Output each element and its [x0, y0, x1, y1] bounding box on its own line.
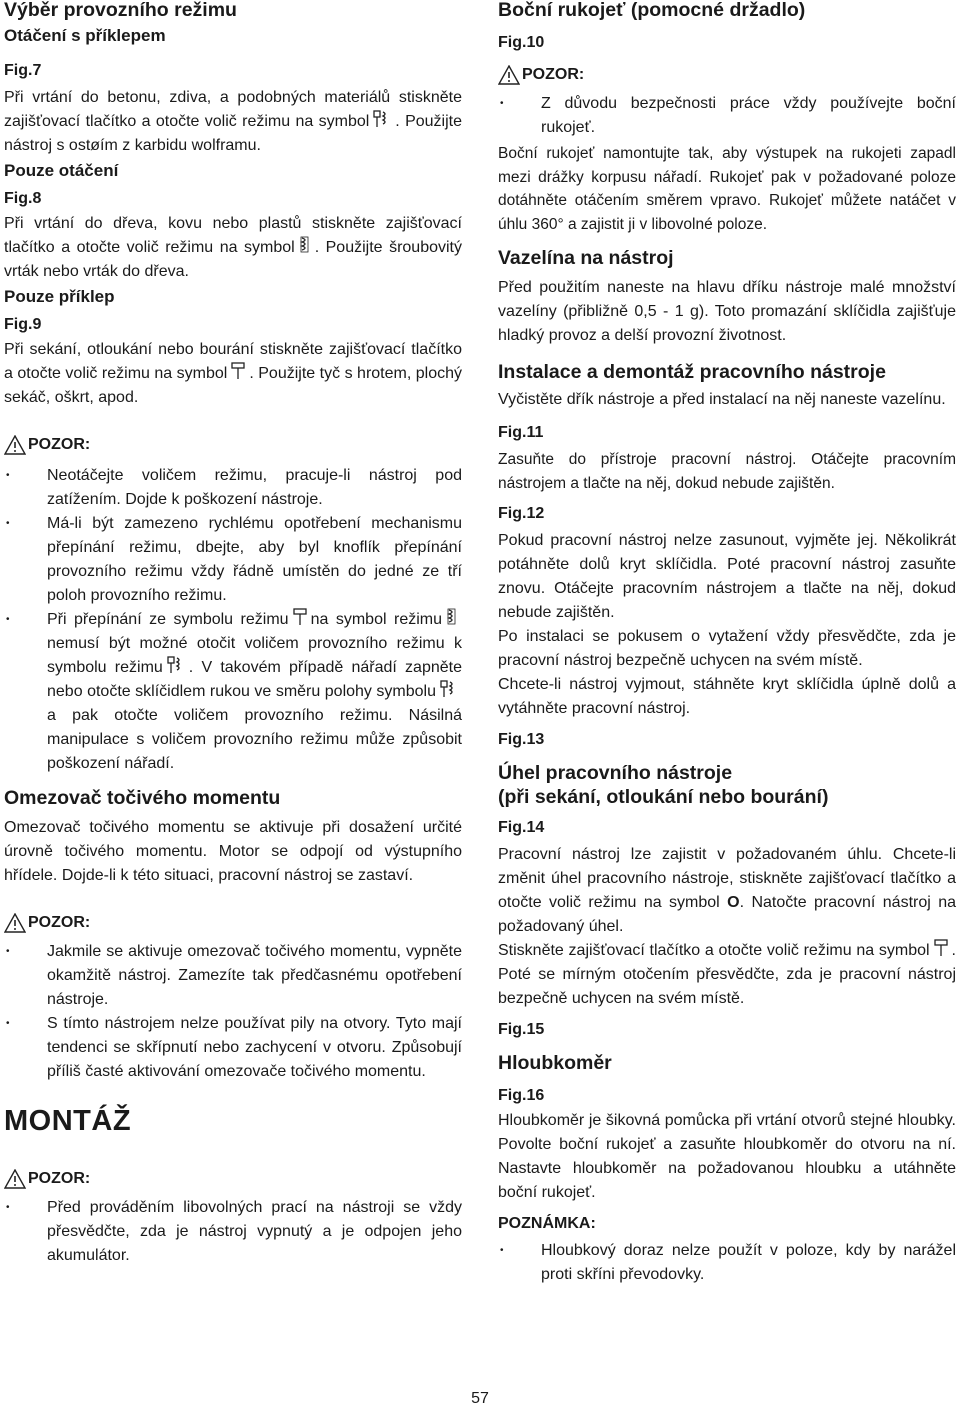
left-column — [4, 0, 462, 1268]
paragraph-fig16: Hloubkoměr je šikovná pomůcka při vrtání otvorů stejné hloubky. Povolte boční rukojeť a zasuňte hloubkoměr do otvoru na ní. Nastavte hloubkoměr na požadovanou hloubku a utáhněte boční rukojeť. — [498, 1112, 956, 1201]
paragraph-fig12b: Po instalaci se pokusem o vytažení vždy přesvědčte, zda je pracovní nástroj bezpečně uchycen na svém místě. — [498, 628, 956, 669]
title-line: Úhel pracovního nástroje — [498, 762, 733, 784]
fig-14-label: Fig.14 — [498, 819, 545, 836]
page-number: 57 — [471, 1390, 489, 1407]
text: . Použijte nástroj s ostøím z karbidu wolframu. — [4, 113, 463, 154]
paragraph-fig14 — [498, 843, 956, 939]
fig-15-label: Fig.15 — [498, 1021, 545, 1038]
caution-label: POZOR: — [28, 914, 91, 931]
subsection-hammer-only: Pouze příklep — [4, 287, 115, 306]
list-item — [4, 608, 462, 776]
note-heading: POZNÁMKA: — [498, 1215, 596, 1232]
right-column — [498, 0, 956, 1287]
text: a pak otočte voličem provozního režimu. Násilná manipulace s voličem provozního režimu může způsobit poškození nářadí. — [47, 707, 462, 772]
section-title-assembly: MONTÁŽ — [4, 1105, 132, 1137]
caution-heading — [4, 1168, 462, 1190]
caution-list — [498, 92, 956, 140]
text: . V takovém případě nářadí zapněte nebo otočte sklíčidlem rukou ve směru polohy symbolu — [47, 659, 462, 700]
paragraph-fig8 — [4, 212, 462, 284]
section-title-install-bit: Instalace a demontáž pracovního nástroje — [498, 361, 886, 383]
paragraph-torque: Omezovač točivého momentu se aktivuje při dosažení určité úrovně točivého momentu. Motor se odpojí od výstupního hřídele. Dojde-li k této situaci, pracovní nástroj se zastaví. — [4, 819, 462, 884]
fig-7-label: Fig.7 — [4, 62, 42, 79]
paragraph-install: Vyčistěte dřík nástroje a před instalací na něj naneste vazelínu. — [498, 391, 946, 408]
warning-triangle-icon — [4, 1169, 26, 1189]
text: . Použijte šroubovitý vrták nebo vrták do dřeva. — [4, 239, 462, 280]
hammer-icon — [293, 608, 307, 626]
section-title-bit-angle — [498, 761, 956, 809]
list-item: • S tímto nástrojem nelze používat pily na otvory. Tyto mají tendenci se skřípnutí nebo zachycení v otvoru. Způsobují příliš časté aktivování omezovače točivého momentu. — [4, 1012, 462, 1084]
text: . Poté se mírným otočením přesvědčte, zda je pracovní nástroj bezpečně uchycen na svém místě. — [498, 942, 956, 1007]
hammer-icon — [231, 362, 245, 380]
list-item: • Jakmile se aktivuje omezovač točivého momentu, vypněte okamžitě nástroj. Zamezíte tak předčasnému opotřebení nástroje. — [4, 940, 462, 1012]
drill-icon — [446, 608, 458, 626]
list-item: • Má-li být zamezeno rychlému opotřebení mechanismu přepínání režimu, dbejte, aby byl knoflík přepínání provozního režimu vždy řádně umístěn do jedné ze tří poloh provozního režimu. — [4, 512, 462, 608]
paragraph-fig14b — [498, 939, 956, 1011]
fig-13-label: Fig.13 — [498, 731, 545, 748]
list-item: • Hloubkový doraz nelze použít v poloze, kdy by narážel proti skříni převodovky. — [498, 1239, 956, 1287]
section-title-mode: Výběr provozního režimu — [4, 0, 237, 21]
neutral-symbol: O — [727, 894, 740, 911]
paragraph-fig9 — [4, 338, 462, 410]
caution-list — [4, 1196, 462, 1268]
caution-label: POZOR: — [28, 1170, 91, 1187]
caution-list — [4, 940, 462, 1084]
caution-heading — [498, 64, 956, 86]
text: . Použijte tyč s hrotem, plochý sekáč, oškrt, apod. — [4, 365, 463, 406]
warning-triangle-icon — [498, 65, 520, 85]
text: Při vrtání do betonu, zdiva, a podobných materiálů stiskněte zajišťovací tlačítko a otočte volič režimu na symbol — [4, 89, 462, 130]
paragraph-fig12c: Chcete-li nástroj vyjmout, stáhněte kryt sklíčidla úplně dolů a vytáhněte pracovní nástroj. — [498, 676, 956, 717]
fig-11-label: Fig.11 — [498, 424, 544, 441]
text: Při sekání, otloukání nebo bourání stiskněte zajišťovací tlačítko a otočte volič režimu na symbol — [4, 341, 462, 382]
title-line: (při sekání, otloukání nebo bourání) — [498, 786, 829, 808]
section-title-side-grip: Boční rukojeť (pomocné držadlo) — [498, 0, 806, 21]
fig-12-label: Fig.12 — [498, 505, 545, 522]
fig-16-label: Fig.16 — [498, 1087, 545, 1104]
section-title-torque-limiter: Omezovač točivého momentu — [4, 787, 281, 809]
text: Stiskněte zajišťovací tlačítko a otočte volič režimu na symbol — [498, 942, 930, 959]
hammer-drill-icon — [373, 110, 391, 128]
hammer-drill-icon — [167, 656, 185, 674]
list-item: • Před prováděním libovolných prací na nástroji se vždy přesvědčte, zda je nástroj vypnutý a je odpojen jeho akumulátor. — [4, 1196, 462, 1268]
paragraph-grease: Před použitím naneste na hlavu dříku nástroje malé množství vazelíny (přibližně 0,5 - 1 g). Toto promazání sklíčidla zajišťuje hladký provoz a delší provozní životnost. — [498, 279, 956, 344]
hammer-icon — [934, 939, 948, 957]
text: Pracovní nástroj lze zajistit v požadovaném úhlu. Chcete-li změnit úhel pracovního nástroje, stiskněte zajišťovací tlačítko a otočte volič režimu na symbol — [498, 846, 956, 911]
paragraph-fig10: Boční rukojeť namontujte tak, aby výstupek na rukojeti zapadl mezi drážky korpusu nářadí. Rukojeť pak v požadované poloze dotáhněte otáčením směrem vpravo. Rukojeť můžete natáčet v úhlu 360° a zajistit ji v libovolné poloze. — [498, 145, 956, 233]
section-title-grease: Vazelína na nástroj — [498, 247, 674, 269]
text: Při přepínání ze symbolu režimu — [47, 611, 289, 628]
section-title-depth-gauge: Hloubkoměr — [498, 1052, 612, 1074]
text: . Natočte pracovní nástroj na požadovaný úhel. — [498, 894, 957, 935]
note-list — [498, 1239, 956, 1287]
fig-10-label: Fig.10 — [498, 34, 545, 51]
fig-8-label: Fig.8 — [4, 190, 42, 207]
subsection-hammer-rotation: Otáčení s příklepem — [4, 26, 166, 45]
text: Při vrtání do dřeva, kovu nebo plastů stiskněte zajišťovací tlačítko a otočte volič režimu na symbol — [4, 215, 462, 256]
caution-list — [4, 464, 462, 776]
warning-triangle-icon — [4, 913, 26, 933]
hammer-drill-icon — [440, 680, 458, 698]
list-item: • Z důvodu bezpečnosti práce vždy používejte boční rukojeť. — [498, 92, 956, 140]
text: nemusí být možné otočit voličem provozního režimu k symbolu režimu — [47, 635, 462, 676]
paragraph-fig7 — [4, 86, 462, 158]
caution-heading — [4, 434, 462, 456]
caution-label: POZOR: — [522, 66, 585, 83]
paragraph-fig12a: Pokud pracovní nástroj nelze zasunout, vyjměte jej. Několikrát potáhněte dolů kryt sklíčidla. Poté pracovní nástroj zasuňte znovu. Otáčejte pracovním nástrojem a tlačte na něj, dokud nebude zajištěn. — [498, 532, 956, 621]
text: na symbol režimu — [310, 611, 442, 628]
list-item: • Neotáčejte voličem režimu, pracuje-li nástroj pod zatížením. Dojde k poškození nástroje. — [4, 464, 462, 512]
caution-label: POZOR: — [28, 436, 91, 453]
drill-icon — [299, 236, 311, 254]
paragraph-fig11: Zasuňte do přístroje pracovní nástroj. Otáčejte pracovním nástrojem a tlačte na něj, dokud nebude zajištěn. — [498, 451, 956, 492]
fig-9-label: Fig.9 — [4, 316, 42, 333]
warning-triangle-icon — [4, 435, 26, 455]
subsection-rotation-only: Pouze otáčení — [4, 161, 119, 180]
caution-heading — [4, 912, 462, 934]
